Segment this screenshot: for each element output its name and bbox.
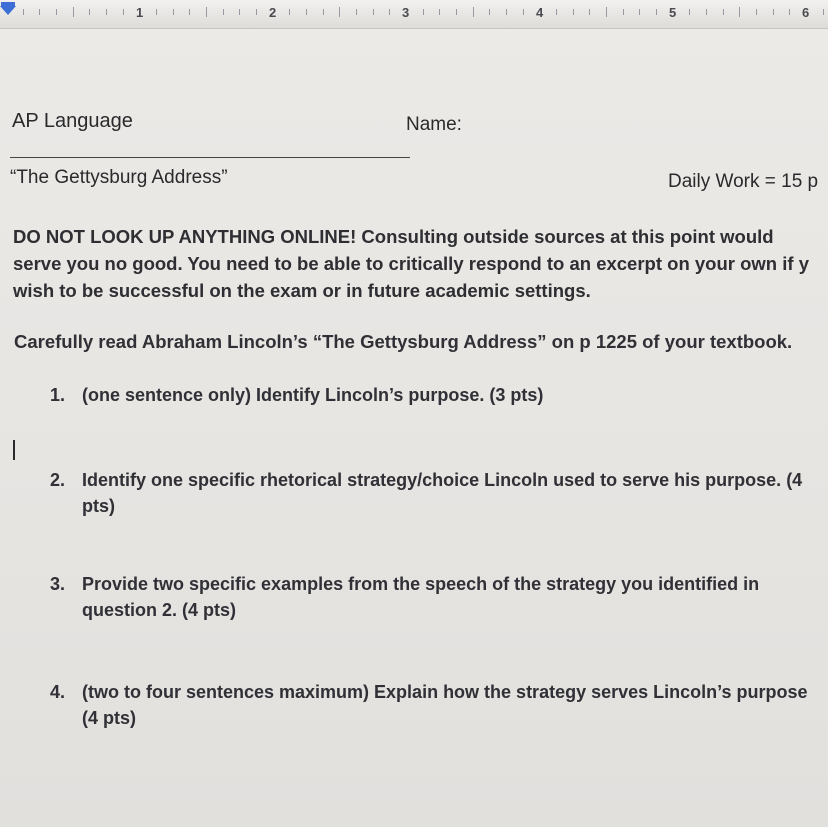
ruler-tick [656, 9, 657, 15]
question-line: Identify one specific rhetorical strategy/choice Lincoln used to serve his purpose. (4 [82, 470, 803, 490]
ruler-tick [623, 9, 624, 15]
question-number: 3. [50, 574, 66, 594]
ruler-tick [489, 9, 490, 15]
ruler-tick [789, 9, 790, 15]
text-cursor [13, 440, 15, 460]
question-number: 1. [50, 385, 66, 405]
question-text [82, 679, 808, 731]
name-underline [10, 157, 410, 158]
ruler-tick [506, 9, 507, 15]
ruler-tick [573, 9, 574, 15]
daily-work-points: Daily Work = 15 p [668, 171, 819, 192]
document-page[interactable] [0, 28, 828, 827]
ruler-tick [239, 9, 240, 15]
ruler-number: 1 [136, 5, 144, 20]
ruler-number: 4 [536, 5, 544, 20]
ruler-number: 5 [669, 5, 677, 20]
ruler-tick [439, 9, 440, 15]
ruler-tick [823, 9, 824, 15]
ruler-tick [739, 7, 740, 17]
ruler-tick [173, 9, 174, 15]
ruler-tick [689, 9, 690, 15]
ruler-tick [723, 9, 724, 15]
ruler-tick [523, 9, 524, 15]
question-text [82, 467, 802, 519]
ruler-tick [256, 9, 257, 15]
ruler-tick [606, 7, 607, 17]
ruler-tick [323, 9, 324, 15]
question-line: (4 pts) [82, 708, 136, 728]
ruler-tick [706, 9, 707, 15]
ruler-tick [306, 9, 307, 15]
question-text [82, 571, 759, 623]
question-line: pts) [82, 496, 115, 516]
ruler-tick [456, 9, 457, 15]
ruler-tick [39, 9, 40, 15]
ruler-tick [189, 9, 190, 15]
question-line: (one sentence only) Identify Lincoln’s purpose. (3 pts) [82, 385, 544, 405]
ruler-tick [773, 9, 774, 15]
ruler-tick [356, 9, 357, 15]
ruler-tick [106, 9, 107, 15]
question-text [82, 382, 543, 408]
ruler-tick [339, 7, 340, 17]
warning-line: wish to be successful on the exam or in future academic settings. [13, 280, 591, 301]
ruler-tick [73, 7, 74, 17]
question-number: 4. [50, 682, 66, 702]
question-line: question 2. (4 pts) [82, 600, 237, 620]
indent-marker[interactable] [0, 6, 16, 15]
question-line: (two to four sentences maximum) Explain how the strategy serves Lincoln’s purpose [82, 682, 808, 702]
ruler-tick [373, 9, 374, 15]
ruler-number: 2 [269, 5, 277, 20]
ruler-tick [556, 9, 557, 15]
ruler-tick [156, 9, 157, 15]
ruler-tick [756, 9, 757, 15]
ruler-tick [639, 9, 640, 15]
assignment-title: “The Gettysburg Address” [10, 167, 228, 188]
ruler-tick [289, 9, 290, 15]
ruler-tick [206, 7, 207, 17]
ruler-number: 6 [802, 5, 810, 20]
warning-line: serve you no good. You need to be able to critically respond to an excerpt on your own if y [13, 253, 809, 274]
ruler-tick [123, 9, 124, 15]
warning-paragraph [13, 223, 828, 304]
question-line: Provide two specific examples from the speech of the strategy you identified in [82, 574, 760, 594]
horizontal-ruler[interactable] [0, 0, 828, 29]
ruler-tick [423, 9, 424, 15]
ruler-tick [223, 9, 224, 15]
ruler-tick [56, 9, 57, 15]
name-label: Name: [406, 114, 462, 135]
question-number: 2. [50, 470, 66, 490]
ruler-tick [389, 9, 390, 15]
ruler-tick [473, 7, 474, 17]
ruler-tick [589, 9, 590, 15]
ruler-number: 3 [402, 5, 410, 20]
ruler-tick [89, 9, 90, 15]
course-title: AP Language [12, 110, 133, 132]
instructions-text: Carefully read Abraham Lincoln’s “The Gettysburg Address” on p 1225 of your textbook. [14, 331, 793, 352]
warning-line: DO NOT LOOK UP ANYTHING ONLINE! Consulting outside sources at this point would [13, 226, 774, 247]
ruler-tick [23, 9, 24, 15]
